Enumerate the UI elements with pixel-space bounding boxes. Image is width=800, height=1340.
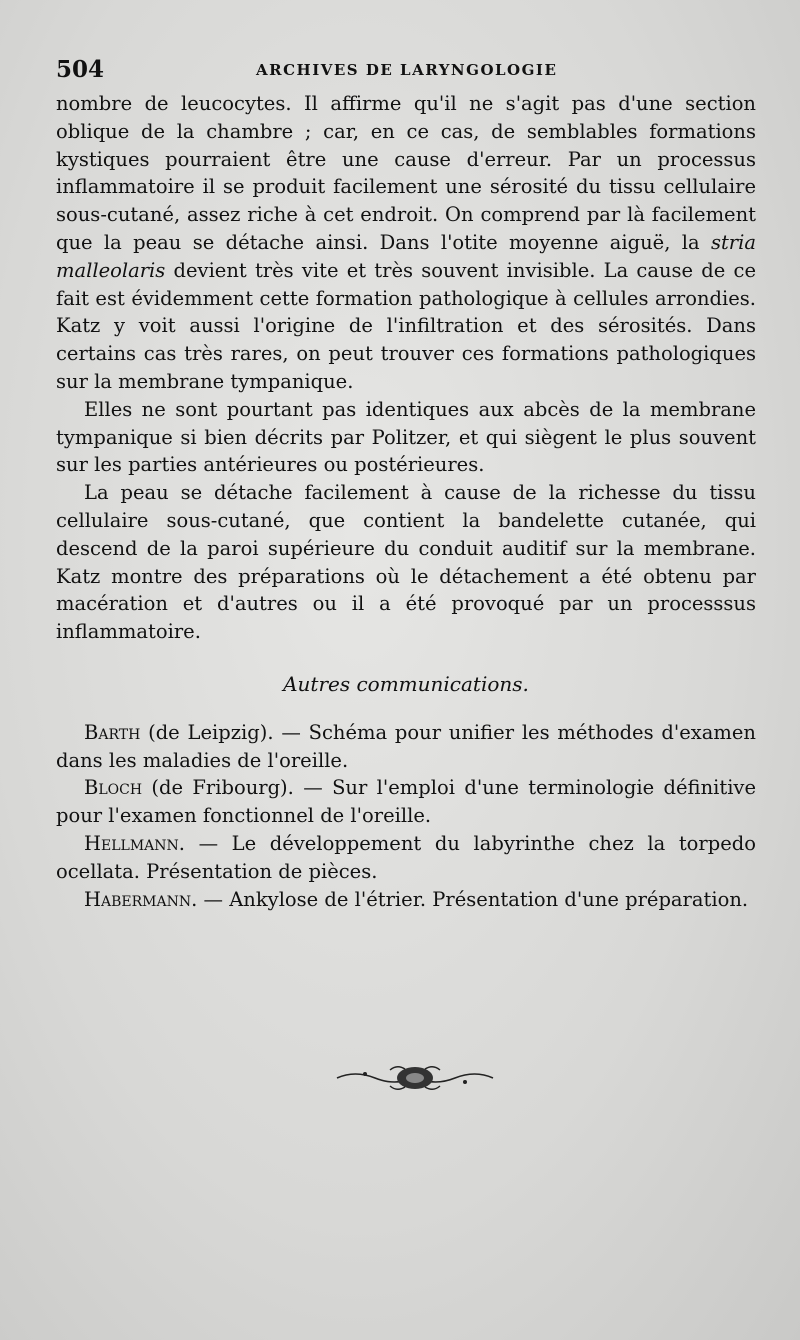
text-run: Elles ne sont pourtant pas identiques aux abcès de la membrane tympanique si bien décrits par Politzer, et qui siègent le plus souvent sur les parties antérieures ou postérieures. (56, 397, 756, 477)
floral-ornament-icon (335, 1060, 495, 1096)
communication-item (56, 886, 756, 914)
page-number: 504 (56, 56, 105, 83)
page-header (56, 56, 756, 88)
communication-text: . — Ankylose de l'étrier. Présentation d'une préparation. (191, 887, 749, 911)
text-run: La peau se détache facilement à cause de la richesse du tissu cellulaire sous-cutané, que contient la bandelette cutanée, qui descend de la paroi supérieure du conduit auditif sur la membrane. Katz montre des préparations où le détachement a été obtenu par macération et d'autres ou il a été provoqué par un processsus inflammatoire. (56, 481, 756, 644)
body-text (56, 90, 756, 913)
author-name: Bloch (84, 776, 143, 800)
communication-text: . — Le développement du labyrinthe chez la torpedo ocellata. Présentation de pièces. (56, 831, 756, 883)
paragraph-2 (56, 396, 756, 479)
running-head: ARCHIVES DE LARYNGOLOGIE (256, 61, 558, 79)
communication-item (56, 719, 756, 775)
author-name: Hellmann (84, 831, 179, 855)
communication-text: (de Fribourg). — Sur l'emploi d'une terminologie définitive pour l'examen fonctionnel de l'oreille. (56, 776, 756, 828)
communication-item (56, 774, 756, 830)
communication-item (56, 830, 756, 886)
communication-text: (de Leipzig). — Schéma pour unifier les méthodes d'examen dans les maladies de l'oreille. (56, 720, 756, 772)
author-name: Habermann (84, 887, 192, 911)
text-run: devient très vite et très souvent invisible. La cause de ce fait est évidemment cette formation pathologique à cellules arrondies. Katz y voit aussi l'origine de l'infiltration et des sérosités. Dans certains cas très rares, on peut trouver ces formations pathologiques sur la membrane tympanique. (56, 258, 756, 393)
paragraph-3 (56, 479, 756, 646)
paragraph-1 (56, 90, 756, 396)
author-name: Barth (84, 720, 141, 744)
italic-term: stria malleolaris (56, 230, 756, 282)
text-run: nombre de leucocytes. Il affirme qu'il ne s'agit pas d'une section oblique de la chambre ; car, en ce cas, de semblables formations kystiques pourraient être une cause d'erreur. Par un processus inflammatoire il se produit facilement une sérosité du tissu cellulaire sous-cutané, assez riche à cet endroit. On comprend par là facilement que la peau se détache ainsi. Dans l'otite moyenne aiguë, la (56, 92, 756, 254)
section-heading: Autres communications. (283, 671, 529, 696)
